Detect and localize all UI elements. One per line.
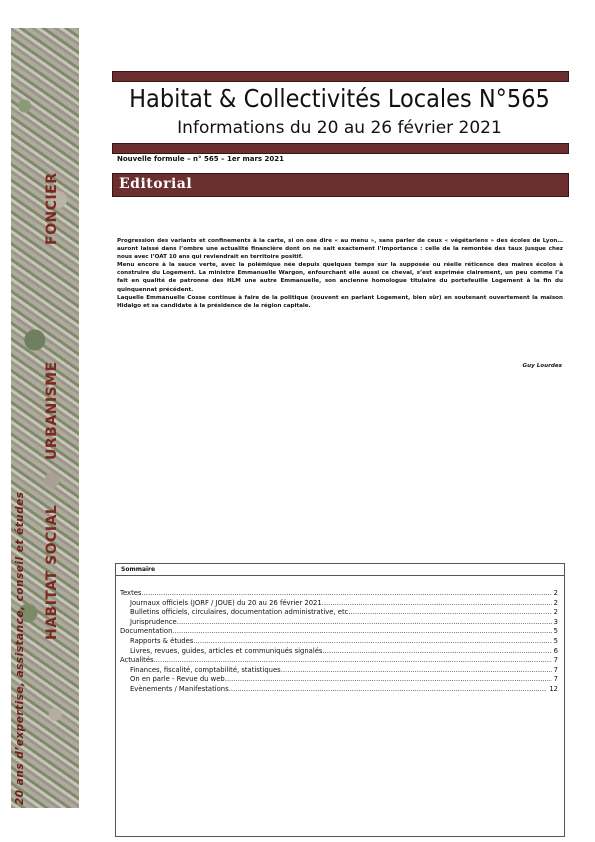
toc-label: Rapports & études xyxy=(130,636,194,645)
editorial-paragraph: Menu encore à la sauce verte, avec la polémique née depuis quelques temps sur la supposée ou réelle réticence des maires écolos à construire du Logement. La ministre Emmanuelle Wargon, enfourchant elle aussi ce cheval, s’est exprimée clairement, un peu comme l’a fait en qualité de patronne des HLM une autre Emmanuelle, son ancienne homologue titulaire du portefeuille Logement à la fin du quinquennat précédent. xyxy=(117,262,563,293)
toc-label: Documentation xyxy=(120,627,173,636)
page-title: Habitat & Collectivités Locales N°565 xyxy=(129,84,550,113)
sidebar-word-habitat-social: HABITAT SOCIAL xyxy=(44,504,60,640)
toc-page: 5 xyxy=(553,636,558,645)
toc-page: 2 xyxy=(553,598,558,607)
toc-label: Livres, revues, guides, articles et communiqués signalés xyxy=(130,646,323,655)
issue-line: Nouvelle formule – n° 565 – 1er mars 2021 xyxy=(117,155,285,163)
toc-entry[interactable] xyxy=(120,675,558,685)
toc-leader xyxy=(141,589,551,599)
toc-label: Journaux officiels (JORF / JOUE) du 20 au 26 février 2021 xyxy=(130,598,322,607)
editorial-author: Guy Lourdes xyxy=(522,363,562,369)
toc-page: 3 xyxy=(553,617,558,626)
toc-leader xyxy=(229,685,548,695)
toc-leader xyxy=(322,647,551,657)
toc-leader xyxy=(322,599,552,609)
toc-leader xyxy=(172,627,551,637)
toc-page: 7 xyxy=(553,675,558,684)
toc-entry[interactable] xyxy=(120,647,558,657)
summary-box xyxy=(115,563,565,837)
toc-label: Finances, fiscalité, comptabilité, statistiques xyxy=(130,665,281,674)
sidebar-word-foncier: FONCIER xyxy=(44,172,60,245)
toc-leader xyxy=(351,608,552,618)
toc-entry[interactable] xyxy=(120,599,558,609)
toc-leader xyxy=(154,656,552,666)
toc-page: 12 xyxy=(549,684,558,693)
section-title: Editorial xyxy=(119,176,193,192)
editorial-text xyxy=(117,237,563,310)
toc-label: Actualités xyxy=(120,656,154,665)
toc-leader xyxy=(225,675,552,685)
toc-label: Textes xyxy=(120,589,142,597)
toc-entry[interactable] xyxy=(120,618,558,628)
toc-entry[interactable] xyxy=(120,685,558,695)
toc-entry[interactable] xyxy=(120,608,558,618)
toc-page: 6 xyxy=(553,646,558,655)
editorial-paragraph: Progression des variants et confinements à la carte, si on ose dire « au menu », sans parler de ceux « végétariens » des écoles de Lyon… auront laissé dans l’ombre une actualité financière dont on ne sait exactement l’importance : celle de la remontée des taux jusque chez nous avec l’OAT 10 ans qui reviendrait en territoire positif. xyxy=(117,238,563,261)
toc-entry[interactable] xyxy=(120,589,558,599)
toc-page: 7 xyxy=(553,665,558,674)
toc-page: 2 xyxy=(553,608,558,617)
toc-label: Bulletins officiels, circulaires, documentation administrative, etc. xyxy=(130,608,351,617)
toc-label: Jurisprudence xyxy=(130,617,177,626)
toc-page: 5 xyxy=(553,627,558,636)
header-bottom-bar xyxy=(112,143,569,154)
table-of-contents xyxy=(120,589,558,695)
toc-leader xyxy=(177,618,552,628)
toc-entry[interactable] xyxy=(120,637,558,647)
sidebar-word-urbanisme: URBANISME xyxy=(44,361,60,460)
toc-label: On en parle - Revue du web xyxy=(130,675,225,684)
toc-entry[interactable] xyxy=(120,656,558,666)
toc-leader xyxy=(281,666,552,676)
sidebar-slogan: 20 ans d’expertise, assistance, conseil et études xyxy=(14,491,26,805)
toc-entry[interactable] xyxy=(120,666,558,676)
toc-label: Evènements / Manifestations xyxy=(130,684,229,693)
toc-page: 7 xyxy=(553,656,558,665)
toc-leader xyxy=(193,637,551,647)
toc-page: 2 xyxy=(553,589,558,597)
toc-entry[interactable] xyxy=(120,627,558,637)
editorial-paragraph: Laquelle Emmanuelle Cosse continue à faire de la politique (souvent en parlant Logement, bien sûr) en soutenant ouvertement la maison Hidalgo et sa candidate à la présidence de la région capitale. xyxy=(117,294,563,309)
header-top-bar xyxy=(112,71,569,82)
page-subtitle: Informations du 20 au 26 février 2021 xyxy=(177,118,502,138)
editorial-section-bar xyxy=(112,173,569,197)
summary-heading: Sommaire xyxy=(116,564,564,576)
